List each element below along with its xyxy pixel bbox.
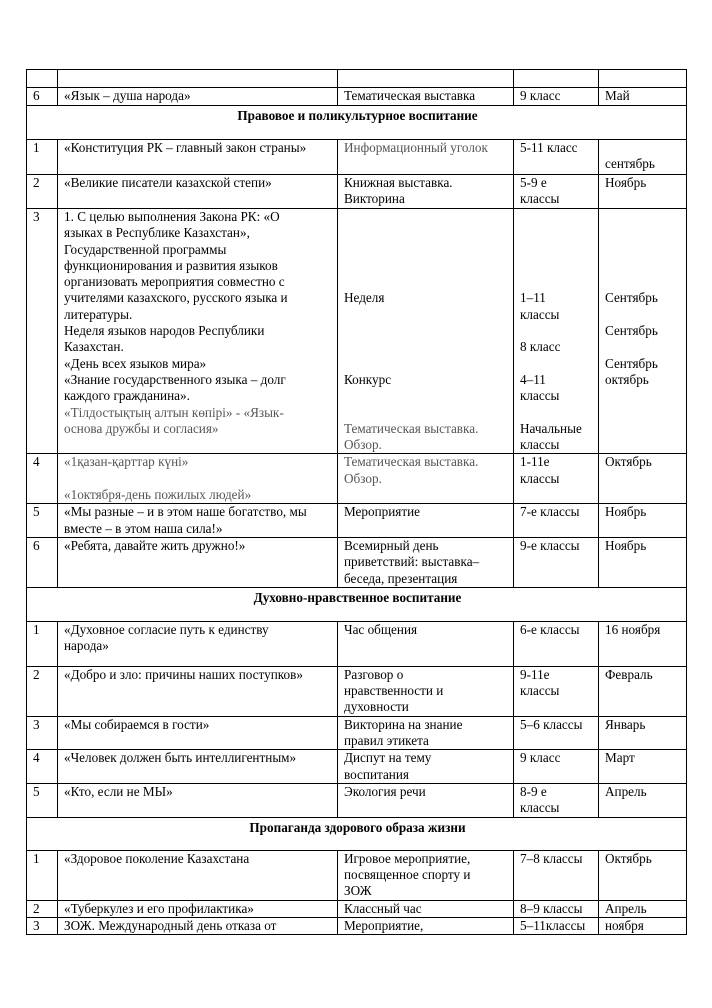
class-cell [514,621,599,666]
cell-line: Неделя языков народов Республики [64,323,265,339]
cell-line: Тематическая выставка. [344,454,479,470]
row-number: 3 [27,716,58,750]
row-number: 5 [27,784,58,818]
table-row [27,850,687,900]
cell-line: 8-9 е [520,784,547,800]
event-form-cell [338,70,514,88]
cell-line: ЗОЖ [344,883,372,899]
cell-line: «Знание государственного языка – долг [64,371,286,387]
event-name-cell [58,175,338,209]
events-plan-table [26,69,687,935]
cell-line [344,388,509,404]
cell-line: Ноябрь [605,504,647,520]
cell-line: 6-е классы [520,621,580,637]
event-form-cell [338,504,514,538]
class-cell [514,88,599,106]
cell-line: вместе – в этом наша сила!» [64,520,223,536]
section-header-row [27,587,687,621]
cell-line: классы [520,800,560,816]
event-name-cell [58,454,338,504]
section-header-row [27,817,687,850]
cell-line: Февраль [605,666,653,682]
plan-table-container [26,69,686,935]
section-title: Правовое и поликультурное воспитание [27,106,687,140]
event-name-cell [58,850,338,900]
cell-line: каждого гражданина». [64,388,190,404]
event-form-cell [338,140,514,175]
row-number: 1 [27,140,58,175]
event-name-cell [58,209,338,454]
event-name-cell [58,900,338,917]
cell-line: Январь [605,716,646,732]
cell-line [520,405,594,421]
date-cell [599,175,687,209]
event-name-cell [58,88,338,106]
class-cell [514,209,599,454]
cell-line [605,258,682,274]
cell-line [344,405,509,421]
cell-line: Сентябрь [605,355,658,371]
cell-line: 9-е классы [520,537,580,553]
date-cell [599,784,687,818]
cell-line: ЗОЖ. Международный день отказа от [64,917,277,933]
cell-line: Октябрь [605,454,652,470]
class-cell [514,900,599,917]
cell-line [605,307,682,323]
cell-line: 1-11е [520,454,550,470]
event-form-cell [338,209,514,454]
event-name-cell [58,504,338,538]
cell-line: Экология речи [344,784,426,800]
row-number: 6 [27,88,58,106]
cell-line: Октябрь [605,850,652,866]
cell-line [520,356,594,372]
cell-line: классы [520,470,560,486]
cell-line: «Человек должен быть интеллигентным» [64,750,297,766]
cell-line: 9-11е [520,666,550,682]
row-number: 3 [27,917,58,934]
event-form-cell [338,850,514,900]
cell-line: Неделя [344,290,385,306]
cell-line: 16 ноября [605,621,661,637]
cell-line [605,242,682,258]
cell-line: литературы. [64,306,133,322]
cell-line: «Тілдостықтың алтын көпірі» - «Язык- [64,404,284,420]
cell-line: беседа, презентация [344,570,458,586]
table-row [27,750,687,784]
table-row [27,209,687,454]
row-number: 3 [27,209,58,454]
event-name-cell [58,621,338,666]
cell-line: Книжная выставка. [344,175,453,190]
cell-line: 8 класс [520,339,561,355]
date-cell [599,716,687,750]
event-form-cell [338,784,514,818]
event-name-cell [58,716,338,750]
cell-line: «Мы собираемся в гости» [64,716,210,732]
date-cell [599,850,687,900]
cell-line [344,339,509,355]
cell-line: Викторина на знание [344,716,463,732]
class-cell [514,175,599,209]
cell-line [520,209,594,225]
cell-line: 5-11 класс [520,140,578,155]
cell-line: Государственной программы [64,241,227,257]
cell-line: «Туберкулез и его профилактика» [64,900,254,916]
cell-line: Всемирный день [344,537,439,553]
cell-line: 9 класс [520,750,561,766]
cell-line: «Ребята, давайте жить дружно!» [64,537,246,553]
cell-line: Сентябрь [605,290,658,306]
section-header-row [27,106,687,140]
cell-line [605,274,682,290]
cell-line: классы [520,191,560,207]
class-cell [514,454,599,504]
cell-line [520,225,594,241]
cell-line [605,339,682,355]
cell-line: основа дружбы и согласия» [64,420,219,436]
table-row [27,716,687,750]
class-cell [514,716,599,750]
section-title: Духовно-нравственное воспитание [27,587,687,621]
table-row [27,140,687,175]
cell-line [520,242,594,258]
cell-line: духовности [344,699,409,715]
cell-line: классы [520,306,560,322]
cell-line: классы [520,388,560,404]
cell-line: Мероприятие, [344,917,424,933]
event-name-cell [58,784,338,818]
cell-line: Разговор о [344,666,404,682]
cell-line: «Язык – душа народа» [64,88,191,103]
cell-line: функционирования и развития языков [64,257,278,273]
cell-line: Обзор. [344,470,382,486]
event-name-cell [58,917,338,934]
event-form-cell [338,917,514,934]
event-form-cell [338,175,514,209]
event-name-cell [58,537,338,587]
cell-line [605,225,682,241]
cell-line: Казахстан. [64,339,124,355]
cell-line: «Мы разные – и в этом наше богатство, мы [64,504,307,520]
cell-line: приветствий: выставка– [344,554,480,570]
cell-line: 5-9 е [520,175,547,190]
class-cell [514,784,599,818]
cell-line [64,471,333,487]
cell-line: «Здоровое поколение Казахстана [64,850,250,866]
cell-line: Ноябрь [605,175,647,190]
section-title: Пропаганда здорового образа жизни [27,817,687,850]
cell-line: Март [605,750,635,766]
cell-line [344,323,509,339]
cell-line: Апрель [605,900,647,916]
cell-line: «День всех языков мира» [64,355,207,371]
cell-line: Начальные [520,420,582,436]
row-number: 4 [27,750,58,784]
date-cell [599,666,687,716]
cell-line: Викторина [344,191,405,207]
table-row [27,917,687,934]
cell-line: Сентябрь [605,323,658,339]
cell-line: Мероприятие [344,504,421,520]
cell-line: «Великие писатели казахской степи» [64,175,272,190]
row-number: 5 [27,504,58,538]
cell-line: воспитания [344,766,409,782]
cell-line: сентябрь [605,156,655,172]
cell-line: «1октября-день пожилых людей» [64,487,252,503]
date-cell [599,917,687,934]
class-cell [514,70,599,88]
event-form-cell [338,750,514,784]
cell-line: правил этикета [344,733,429,749]
cell-line [344,307,509,323]
table-row [27,666,687,716]
class-cell [514,504,599,538]
cell-line: 7–8 классы [520,850,583,866]
cell-line: 4–11 [520,371,546,387]
row-number: 4 [27,454,58,504]
row-number: 6 [27,537,58,587]
cell-line: Классный час [344,900,422,916]
cell-line [520,274,594,290]
row-number: 1 [27,850,58,900]
date-cell [599,900,687,917]
cell-line [344,258,509,274]
cell-line: «Кто, если не МЫ» [64,784,173,800]
cell-line: 9 класс [520,88,561,103]
cell-line: «1қазан-қарттар күні» [64,454,189,470]
date-cell [599,750,687,784]
date-cell [599,504,687,538]
class-cell [514,850,599,900]
table-row [27,504,687,538]
table-row [27,784,687,818]
event-form-cell [338,900,514,917]
cell-line: Ноябрь [605,537,647,553]
cell-line: Тематическая выставка [344,88,476,103]
event-form-cell [338,666,514,716]
cell-line: «Добро и зло: причины наших поступков» [64,666,303,682]
cell-line: нравственности и [344,683,444,699]
class-cell [514,917,599,934]
row-number: 1 [27,621,58,666]
event-name-cell [58,70,338,88]
table-row [27,900,687,917]
cell-line [344,242,509,258]
cell-line: посвященное спорту и [344,866,471,882]
cell-line: Час общения [344,621,418,637]
event-form-cell [338,454,514,504]
row-number: 2 [27,666,58,716]
row-number: 2 [27,175,58,209]
class-cell [514,140,599,175]
event-name-cell [58,750,338,784]
event-name-cell [58,140,338,175]
date-cell [599,70,687,88]
event-form-cell [338,716,514,750]
cell-line [520,258,594,274]
event-form-cell [338,537,514,587]
table-row [27,454,687,504]
row-number [27,70,58,88]
cell-line: Диспут на тему [344,750,432,766]
table-row [27,175,687,209]
class-cell [514,666,599,716]
date-cell [599,88,687,106]
cell-line: народа» [64,638,109,654]
cell-line: Информационный уголок [344,140,488,155]
cell-line: классы [520,683,560,699]
cell-line [605,140,682,156]
cell-line [344,274,509,290]
date-cell [599,140,687,175]
date-cell [599,454,687,504]
class-cell [514,750,599,784]
cell-line: 1–11 [520,290,546,306]
cell-line: 5–11классы [520,917,586,933]
cell-line: 1. С целью выполнения Закона РК: «О [64,209,280,224]
cell-line [344,209,509,225]
cell-line: классы [520,437,560,453]
cell-line [520,323,594,339]
cell-line: «Духовное согласие путь к единству [64,621,269,637]
date-cell [599,209,687,454]
class-cell [514,537,599,587]
cell-line: ноября [605,917,644,933]
cell-line: организовать мероприятия совместно с [64,274,285,290]
cell-line: «Конституция РК – главный закон страны» [64,140,307,155]
table-row [27,70,687,88]
cell-line: 7-е классы [520,504,580,520]
date-cell [599,537,687,587]
cell-line: 8–9 классы [520,900,583,916]
cell-line: 5–6 классы [520,716,583,732]
cell-line: Апрель [605,784,647,800]
cell-line [344,225,509,241]
cell-line: Игровое мероприятие, [344,850,471,866]
cell-line: Конкурс [344,371,392,387]
row-number: 2 [27,900,58,917]
cell-line: учителями казахского, русского языка и [64,290,288,306]
cell-line [605,209,682,225]
event-form-cell [338,88,514,106]
cell-line [344,356,509,372]
event-name-cell [58,666,338,716]
table-row [27,537,687,587]
event-form-cell [338,621,514,666]
date-cell [599,621,687,666]
cell-line: языках в Республике Казахстан», [64,225,250,241]
cell-line: октябрь [605,371,649,387]
cell-line: Тематическая выставка. [344,420,479,436]
cell-line: Май [605,88,630,103]
table-row [27,621,687,666]
table-row [27,88,687,106]
cell-line: Обзор. [344,437,382,453]
